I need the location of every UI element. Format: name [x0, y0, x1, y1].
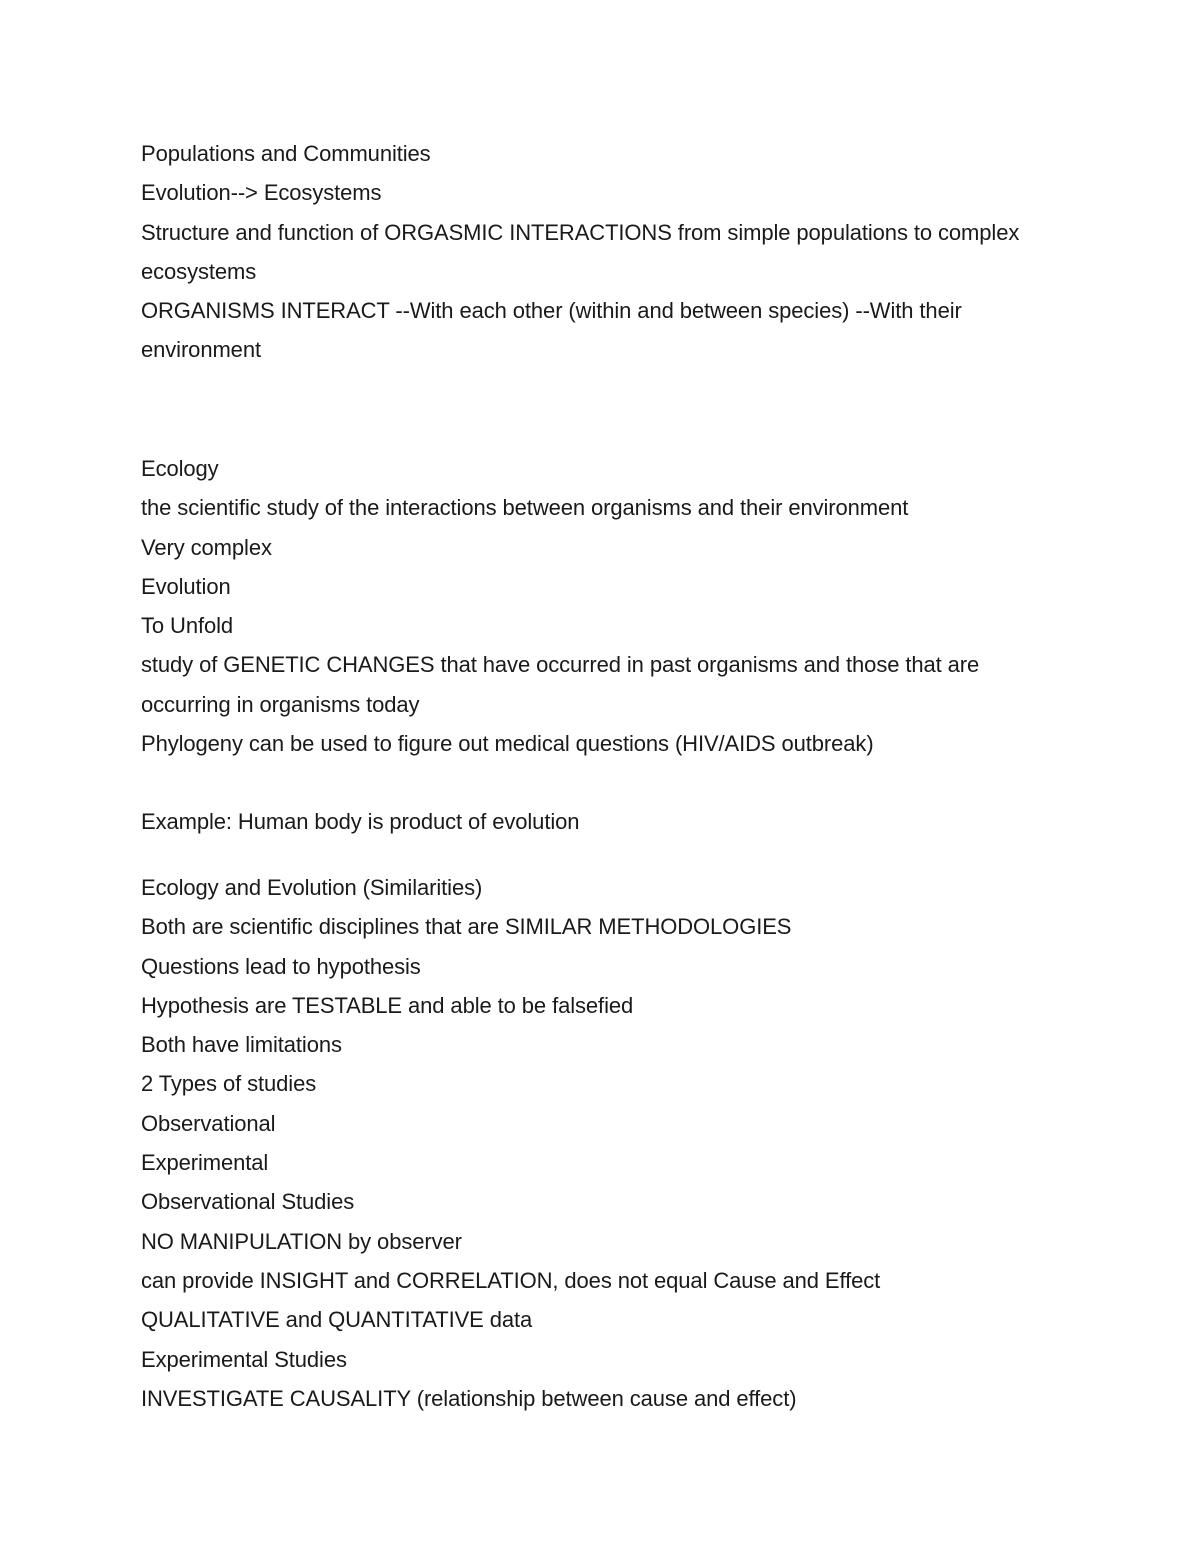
- notes-block-similarities: [141, 868, 1071, 1418]
- heading-line: Ecology: [141, 456, 219, 481]
- text-line: Evolution: [141, 573, 231, 599]
- text-line: the scientific study of the interactions between organisms and their environment: [141, 495, 909, 521]
- text-line: ORGANISMS INTERACT --With each other (within and between species) --With their environment: [141, 298, 962, 363]
- text-line: QUALITATIVE and QUANTITATIVE data: [141, 1307, 533, 1333]
- text-line: Both have limitations: [141, 1032, 342, 1058]
- heading-line: Ecology and Evolution (Similarities): [141, 875, 483, 900]
- notes-block-intro: [141, 134, 1071, 370]
- text-line: Phylogeny can be used to figure out medical questions (HIV/AIDS outbreak): [141, 731, 874, 757]
- text-line: Evolution--> Ecosystems: [141, 180, 382, 206]
- text-line: NO MANIPULATION by observer: [141, 1228, 462, 1254]
- text-line: 2 Types of studies: [141, 1071, 317, 1097]
- text-line: can provide INSIGHT and CORRELATION, does not equal Cause and Effect: [141, 1267, 881, 1293]
- notes-block-ecology: [141, 449, 1071, 763]
- text-line: Very complex: [141, 534, 272, 560]
- text-line: Example: Human body is product of evolution: [141, 809, 580, 834]
- text-line: Experimental: [141, 1150, 269, 1176]
- text-line: Questions lead to hypothesis: [141, 953, 421, 979]
- text-line: Experimental Studies: [141, 1346, 347, 1372]
- text-line: Observational: [141, 1110, 276, 1136]
- text-line: Structure and function of ORGASMIC INTERACTIONS from simple populations to complex ecosystems: [141, 219, 1020, 284]
- text-line: To Unfold: [141, 613, 234, 639]
- text-line: Both are scientific disciplines that are SIMILAR METHODOLOGIES: [141, 914, 792, 940]
- text-line: Observational Studies: [141, 1189, 355, 1215]
- notes-block-example: [141, 802, 1071, 841]
- text-line: INVESTIGATE CAUSALITY (relationship between cause and effect): [141, 1385, 797, 1411]
- text-line: Hypothesis are TESTABLE and able to be falsefied: [141, 992, 634, 1018]
- text-line: study of GENETIC CHANGES that have occurred in past organisms and those that are occurring in organisms today: [141, 652, 980, 717]
- heading-line: Populations and Communities: [141, 141, 431, 166]
